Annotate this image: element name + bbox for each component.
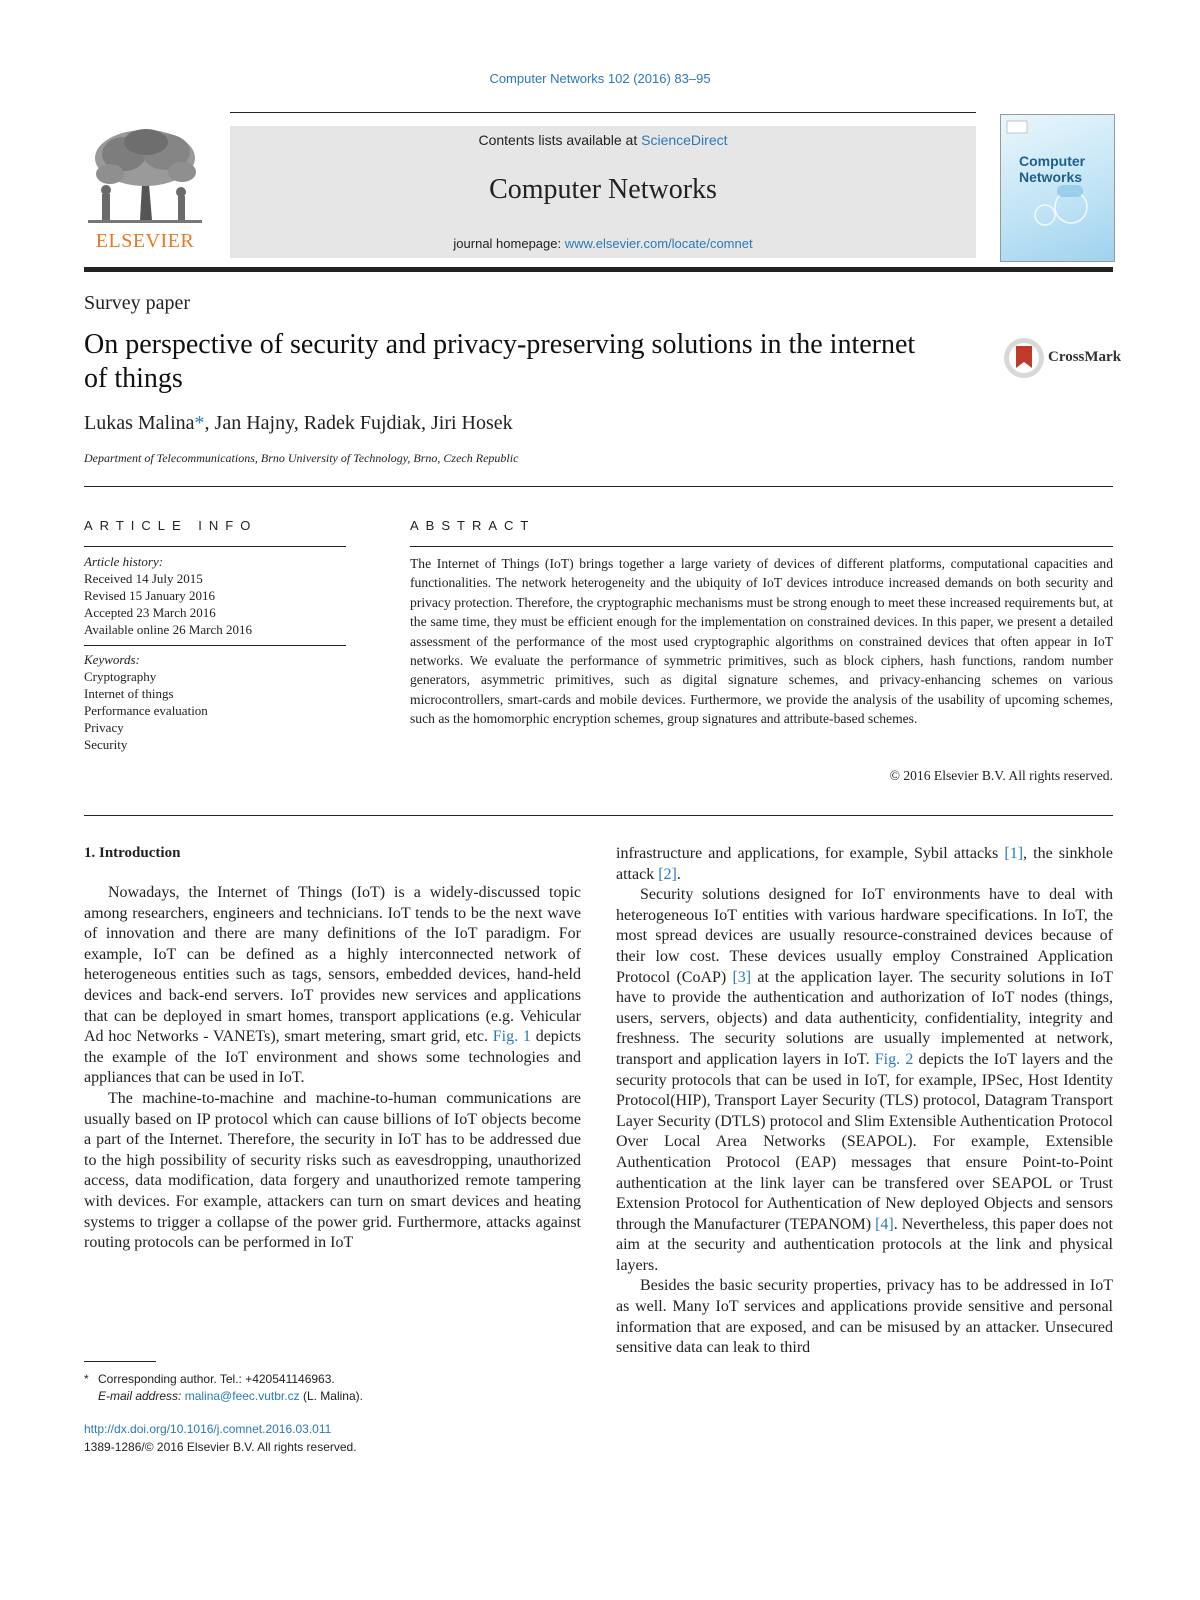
email-link[interactable]: malina@feec.vutbr.cz <box>184 1389 300 1403</box>
text-run: depicts the example of the IoT environment and shows some technologies and appliances that can be used in IoT. <box>84 1028 582 1087</box>
text-run: Security solutions designed for IoT environments have to deal with heterogeneous IoT entities with various hardware specifications. In IoT, the most spread devices are usually resource-constrained devices because of their low cost. These devices usually employ Constrained Application Protocol (CoAP) <box>616 886 1113 986</box>
author-rest: , Jan Hajny, Radek Fujdiak, Jiri Hosek <box>204 412 513 434</box>
corresponding-author-mark[interactable]: * <box>194 412 205 434</box>
paragraph <box>84 883 581 1089</box>
history-revised: Revised 15 January 2016 <box>84 588 216 603</box>
cover-graphic <box>1001 115 1114 261</box>
abstract-heading: ABSTRACT <box>410 518 536 533</box>
paragraph: The machine-to-machine and machine-to-human communications are usually based on IP protocol which can cause billions of IoT objects become a part of the Internet. Therefore, the security in IoT has to be addressed due to the high possibility of security risks such as eavesdropping, unauthorized access, data modification, data forgery and unauthorized remote tampering with devices. For example, attackers can turn on smart devices and heating systems to trigger a collapse of the power grid. Furthermore, attacks against routing protocols can be performed in IoT <box>84 1089 581 1252</box>
article-history <box>84 553 346 638</box>
footnote-mark: * <box>84 1372 89 1386</box>
doi-block <box>84 1420 564 1456</box>
text-run: depicts the IoT layers and the security protocols that can be used in IoT, for example, IPSec, Host Identity Protocol(HIP), Transport Layer Security (TLS) protocol, Datagram Transport Layer Security (DTLS) protocol and Slim Extensible Authentication Protocol Over Local Area Networks (SEAPOL). For example, Extensible Authentication Protocol (EAP) messages that ensure Point-to-Point authentication at the link layer can be transfered over SEAPOL or Trust Extension Protocol for Authentication of New deployed Objects and sensors through the Manufacturer (TEPANOM) <box>616 1050 1114 1233</box>
text-run: at the application layer. The security solutions in IoT have to provide the authentication and authorization of IoT nodes (things, users, servers, objects) and data authenticity, confidentiality, integrity and freshness. The security solutions are usually implemented at network, transport and application layers in IoT. <box>616 968 1114 1068</box>
paragraph <box>616 885 1113 1276</box>
history-accepted: Accepted 23 March 2016 <box>84 605 216 620</box>
elsevier-logo[interactable] <box>86 124 204 258</box>
body-right-column <box>616 844 1113 1359</box>
affiliation: Department of Telecommunications, Brno University of Technology, Brno, Czech Republic <box>84 451 519 465</box>
text-run: Nowadays, the Internet of Things (IoT) is a widely-discussed topic among researchers, engineers and technicians. IoT tends to be the next wave of innovation and there are many definitions of the IoT paradigm. For example, IoT can be defined as a highly interconnected network of heterogeneous entities such as tags, sensors, embedded devices, hand-held devices and back-end servers. IoT provides new services and applications that can be deployed in smart homes, transport applications (e.g. Vehicular Ad hoc Networks - VANETs), smart metering, smart grid, etc. <box>84 884 581 1046</box>
journal-citation[interactable]: Computer Networks 102 (2016) 83–95 <box>489 71 711 86</box>
history-received: Received 14 July 2015 <box>84 571 203 586</box>
journal-cover-thumbnail[interactable] <box>1000 114 1115 262</box>
paragraph: Besides the basic security properties, privacy has to be addressed in IoT as well. Many IoT services and applications provide sensitive and personal information that are exposed, and can be misused by an attacker. Unsecured sensitive data can leak to third <box>616 1277 1113 1357</box>
citation-ref-link[interactable]: [2] <box>658 865 677 883</box>
text-run: . <box>676 865 681 883</box>
citation-ref-link[interactable]: [4] <box>875 1215 894 1233</box>
abstract-text: The Internet of Things (IoT) brings together a large variety of devices of different platforms, computational capacities and functionalities. The network heterogeneity and the ubiquity of IoT devices introduce increased demands on both security and privacy protection. Therefore, the cryptographic mechanisms must be strong enough to meet these increased requirements but, at the same time, they must be efficient enough for the implementation on constrained devices. In this paper, we present a detailed assessment of the performance of the most used cryptographic algorithms on constrained devices that often appear in IoT networks. We evaluate the performance of symmetric primitives, such as block ciphers, hash functions, random number generators, asymmetric primitives, such as digital signature schemes, and privacy-enhancing schemes on various microcontrollers, smart-cards and mobile devices. Furthermore, we provide the analysis of the usability of upcoming schemes, such as the homomorphic encryption schemes, group signatures and attribute-based schemes. <box>410 556 1113 727</box>
footnote-corresponding <box>84 1371 564 1388</box>
homepage-link[interactable]: www.elsevier.com/locate/comnet <box>564 236 753 251</box>
article-title: On perspective of security and privacy-preserving solutions in the internet of things <box>84 329 916 394</box>
homepage-prefix: journal homepage: <box>453 236 565 251</box>
sciencedirect-link[interactable]: ScienceDirect <box>641 132 728 148</box>
figure-ref-link[interactable]: Fig. 1 <box>492 1028 531 1046</box>
cover-line2: Networks <box>1019 169 1083 185</box>
keyword-item: Cryptography <box>84 669 157 684</box>
article-type: Survey paper <box>84 292 191 314</box>
keywords <box>84 651 346 753</box>
keyword-item: Performance evaluation <box>84 703 208 718</box>
contents-line <box>230 132 976 148</box>
footnote <box>84 1371 564 1405</box>
keyword-item: Security <box>84 737 128 752</box>
history-title: Article history: <box>84 554 164 569</box>
keywords-title: Keywords: <box>84 652 140 667</box>
journal-name: Computer Networks <box>489 174 717 205</box>
section-heading-introduction: 1. Introduction <box>84 845 181 861</box>
text-run: , the sinkhole attack <box>616 845 1114 883</box>
article-info-rule <box>84 546 346 547</box>
crossmark-label: CrossMark <box>1048 349 1122 365</box>
keyword-item: Internet of things <box>84 686 174 701</box>
email-suffix: (L. Malina). <box>299 1389 363 1403</box>
email-label: E-mail address: <box>98 1389 185 1403</box>
title-rule <box>84 486 1113 487</box>
footnote-email <box>84 1388 564 1405</box>
paragraph <box>616 844 1113 885</box>
abstract-bottom-rule <box>84 815 1113 816</box>
text-run: infrastructure and applications, for example, Sybil attacks <box>616 845 1005 862</box>
history-online: Available online 26 March 2016 <box>84 622 252 637</box>
figure-ref-link[interactable]: Fig. 2 <box>874 1050 914 1068</box>
abstract-copyright: © 2016 Elsevier B.V. All rights reserved. <box>889 768 1113 783</box>
homepage-line <box>230 236 976 251</box>
body-left-column <box>84 883 581 1254</box>
journal-banner <box>230 126 976 258</box>
cover-title <box>1019 153 1085 185</box>
doi-link[interactable]: http://dx.doi.org/10.1016/j.comnet.2016.03.011 <box>84 1422 332 1436</box>
authors <box>84 412 513 435</box>
tree-icon <box>86 124 204 228</box>
footnote-rule <box>84 1361 156 1362</box>
author-first: Lukas Malina <box>84 412 195 434</box>
publisher-name: ELSEVIER <box>95 230 195 252</box>
citation-ref-link[interactable]: [3] <box>732 968 752 986</box>
article-info-heading: ARTICLE INFO <box>84 518 258 533</box>
keywords-rule <box>84 645 346 646</box>
crossmark-badge[interactable] <box>1002 336 1122 380</box>
contents-prefix: Contents lists available at <box>478 132 642 148</box>
header-rule-top <box>230 112 976 113</box>
cover-line1: Computer <box>1019 153 1086 169</box>
citation-ref-link[interactable]: [1] <box>1004 845 1024 862</box>
text-run: . Nevertheless, this paper does not aim at the security and authentication protocols at the link and physical layers. <box>616 1215 1113 1274</box>
footnote-text: Corresponding author. Tel.: +420541146963. <box>98 1372 335 1386</box>
keyword-item: Privacy <box>84 720 124 735</box>
issn-line: 1389-1286/© 2016 Elsevier B.V. All rights reserved. <box>84 1440 357 1454</box>
abstract-rule <box>410 546 1113 547</box>
header-rule-thick <box>84 267 1113 272</box>
